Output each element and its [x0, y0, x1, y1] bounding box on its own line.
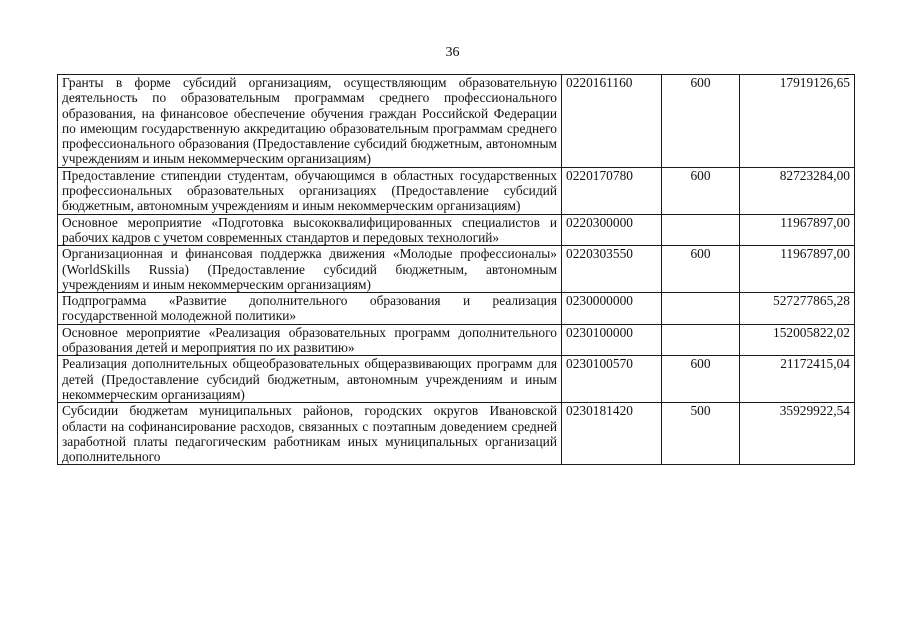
table-row: [58, 75, 855, 168]
table-row: [58, 324, 855, 356]
row-name: Предоставление стипендии студентам, обучающимся в областных государственных профессиональных образовательных организациях (Предоставление субсидий бюджетным, автономным учреждениям и иным некоммерческим организациям): [58, 167, 562, 214]
row-name: Подпрограмма «Развитие дополнительного образования и реализация государственной молодежной политики»: [58, 293, 562, 325]
row-target-code: 0230181420: [562, 403, 662, 465]
row-expense-type: [662, 324, 740, 356]
row-name: Субсидии бюджетам муниципальных районов, городских округов Ивановской области на софинансирование расходов, связанных с поэтапным доведением средней заработной платы педагогическим работникам иных муниципальных организаций дополнительного: [58, 403, 562, 465]
row-name: Организационная и финансовая поддержка движения «Молодые профессионалы» (WorldSkills Russia) (Предоставление субсидий бюджетным, автономным учреждениям и иным некоммерческим организациям): [58, 246, 562, 293]
table-row: [58, 403, 855, 465]
table-row: [58, 214, 855, 246]
row-amount: 527277865,28: [740, 293, 855, 325]
row-expense-type: 600: [662, 167, 740, 214]
row-expense-type: [662, 293, 740, 325]
row-amount: 35929922,54: [740, 403, 855, 465]
row-amount: 11967897,00: [740, 214, 855, 246]
row-amount: 11967897,00: [740, 246, 855, 293]
row-amount: 21172415,04: [740, 356, 855, 403]
row-target-code: 0220300000: [562, 214, 662, 246]
row-target-code: 0220170780: [562, 167, 662, 214]
row-expense-type: [662, 214, 740, 246]
row-expense-type: 600: [662, 356, 740, 403]
budget-table: [57, 74, 855, 465]
row-target-code: 0220303550: [562, 246, 662, 293]
row-amount: 152005822,02: [740, 324, 855, 356]
row-target-code: 0230100000: [562, 324, 662, 356]
row-amount: 17919126,65: [740, 75, 855, 168]
row-target-code: 0220161160: [562, 75, 662, 168]
page-number: 36: [445, 45, 460, 60]
row-name: Реализация дополнительных общеобразовательных общеразвивающих программ для детей (Предоставление субсидий бюджетным, автономным учреждениям и иным некоммерческим организациям): [58, 356, 562, 403]
row-amount: 82723284,00: [740, 167, 855, 214]
table-row: [58, 293, 855, 325]
table-row: [58, 356, 855, 403]
table-row: [58, 246, 855, 293]
table-row: [58, 167, 855, 214]
row-name: Гранты в форме субсидий организациям, осуществляющим образовательную деятельность по образовательным программам среднего профессионального образования, на финансовое обеспечение обучения граждан Российской Федерации по имеющим государственную аккредитацию образовательным программам среднего профессионального образования (Предоставление субсидий бюджетным, автономным учреждениям и иным некоммерческим организациям): [58, 75, 562, 168]
row-name: Основное мероприятие «Реализация образовательных программ дополнительного образования детей и мероприятия по их развитию»: [58, 324, 562, 356]
row-expense-type: 600: [662, 75, 740, 168]
row-expense-type: 600: [662, 246, 740, 293]
row-target-code: 0230100570: [562, 356, 662, 403]
row-name: Основное мероприятие «Подготовка высококвалифицированных специалистов и рабочих кадров с учетом современных стандартов и передовых технологий»: [58, 214, 562, 246]
row-expense-type: 500: [662, 403, 740, 465]
row-target-code: 0230000000: [562, 293, 662, 325]
